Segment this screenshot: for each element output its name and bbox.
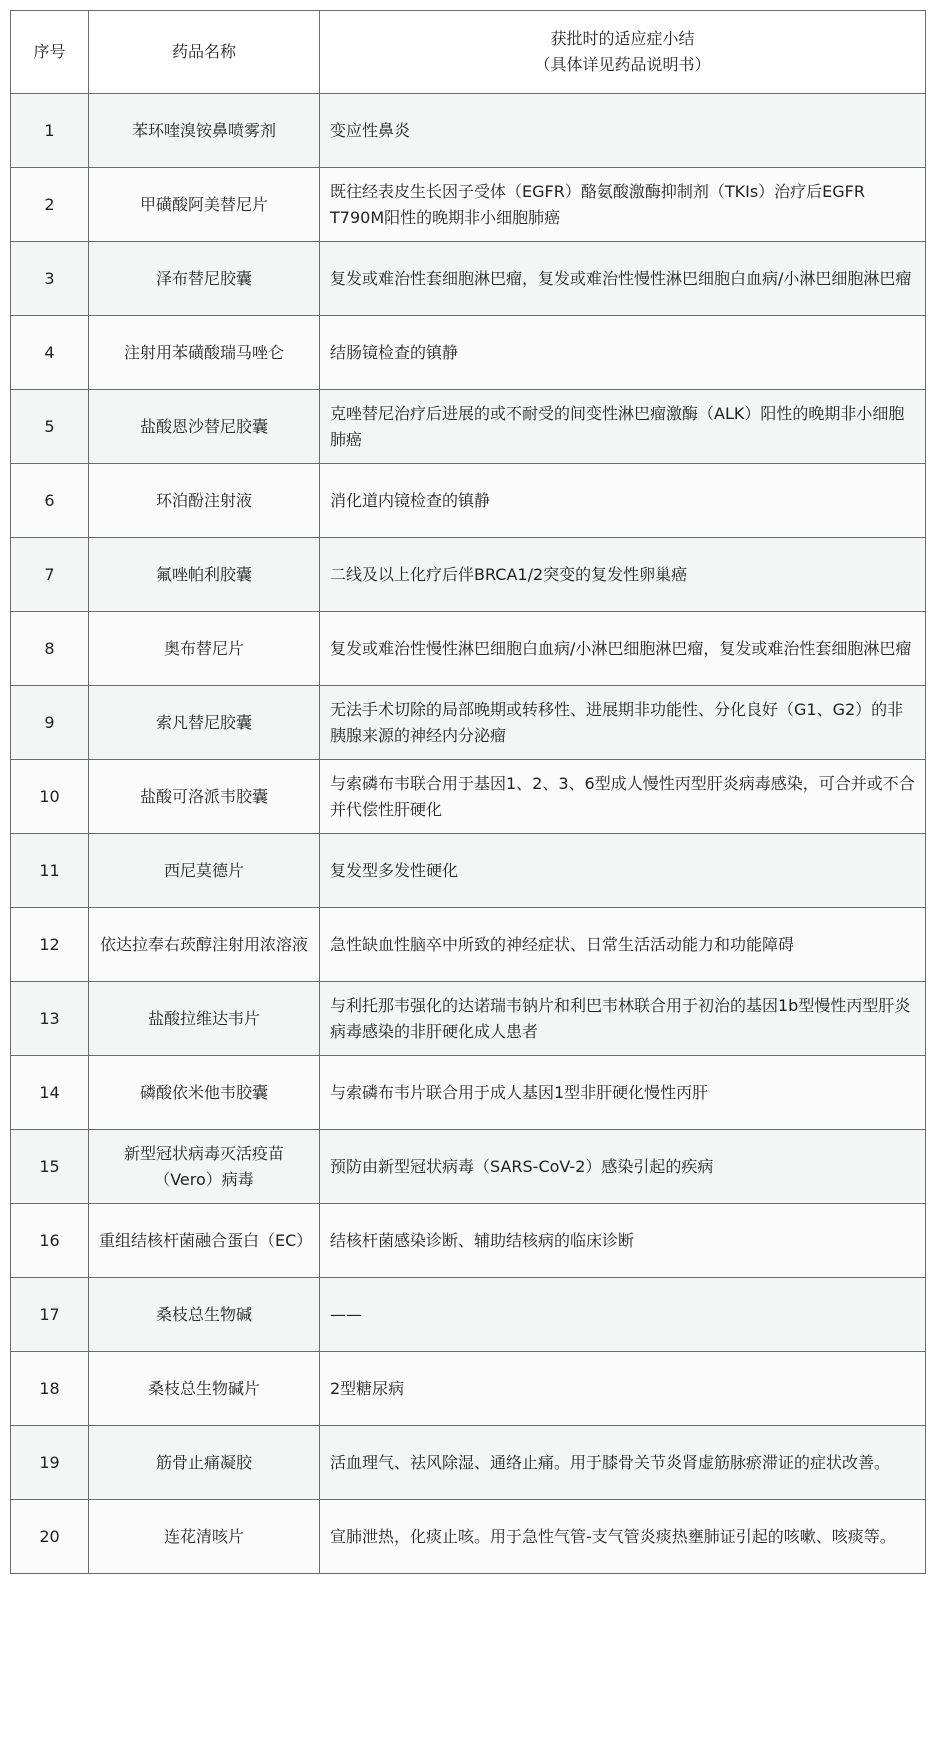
table-row <box>11 834 926 908</box>
row-drug-name: 甲磺酸阿美替尼片 <box>89 168 320 242</box>
header-indication-title: 获批时的适应症小结 <box>550 29 695 48</box>
table-row <box>11 1500 926 1574</box>
row-drug-name: 筋骨止痛凝胶 <box>89 1426 320 1500</box>
table-row <box>11 242 926 316</box>
row-indication: 复发或难治性套细胞淋巴瘤，复发或难治性慢性淋巴细胞白血病/小淋巴细胞淋巴瘤 <box>320 242 926 316</box>
table-row <box>11 538 926 612</box>
table-row <box>11 1056 926 1130</box>
table-row <box>11 1352 926 1426</box>
row-serial-number: 11 <box>11 834 89 908</box>
row-drug-name: 磷酸依米他韦胶囊 <box>89 1056 320 1130</box>
row-serial-number: 5 <box>11 390 89 464</box>
row-indication: 结肠镜检查的镇静 <box>320 316 926 390</box>
row-drug-name: 盐酸恩沙替尼胶囊 <box>89 390 320 464</box>
row-drug-name: 盐酸拉维达韦片 <box>89 982 320 1056</box>
table-row <box>11 1204 926 1278</box>
row-indication: 活血理气、祛风除湿、通络止痛。用于膝骨关节炎肾虚筋脉瘀滞证的症状改善。 <box>320 1426 926 1500</box>
row-drug-name: 环泊酚注射液 <box>89 464 320 538</box>
table-row <box>11 1130 926 1204</box>
table-row <box>11 1426 926 1500</box>
header-indication <box>320 11 926 94</box>
row-serial-number: 13 <box>11 982 89 1056</box>
row-serial-number: 16 <box>11 1204 89 1278</box>
row-drug-name: 西尼莫德片 <box>89 834 320 908</box>
table-row <box>11 686 926 760</box>
row-indication: 既往经表皮生长因子受体（EGFR）酪氨酸激酶抑制剂（TKIs）治疗后EGFR T790M阳性的晚期非小细胞肺癌 <box>320 168 926 242</box>
row-drug-name: 新型冠状病毒灭活疫苗（Vero）病毒 <box>89 1130 320 1204</box>
row-drug-name: 苯环喹溴铵鼻喷雾剂 <box>89 94 320 168</box>
row-serial-number: 18 <box>11 1352 89 1426</box>
row-serial-number: 14 <box>11 1056 89 1130</box>
row-drug-name: 重组结核杆菌融合蛋白（EC） <box>89 1204 320 1278</box>
row-drug-name: 桑枝总生物碱 <box>89 1278 320 1352</box>
header-drug-name: 药品名称 <box>89 11 320 94</box>
row-indication: 与利托那韦强化的达诺瑞韦钠片和利巴韦林联合用于初治的基因1b型慢性丙型肝炎病毒感染的非肝硬化成人患者 <box>320 982 926 1056</box>
row-serial-number: 8 <box>11 612 89 686</box>
row-serial-number: 9 <box>11 686 89 760</box>
table-row <box>11 982 926 1056</box>
row-indication: 结核杆菌感染诊断、辅助结核病的临床诊断 <box>320 1204 926 1278</box>
row-drug-name: 索凡替尼胶囊 <box>89 686 320 760</box>
row-serial-number: 20 <box>11 1500 89 1574</box>
row-serial-number: 7 <box>11 538 89 612</box>
row-indication: 克唑替尼治疗后进展的或不耐受的间变性淋巴瘤激酶（ALK）阳性的晚期非小细胞肺癌 <box>320 390 926 464</box>
table-row <box>11 390 926 464</box>
row-serial-number: 17 <box>11 1278 89 1352</box>
row-drug-name: 盐酸可洛派韦胶囊 <box>89 760 320 834</box>
row-indication: 消化道内镜检查的镇静 <box>320 464 926 538</box>
table-header <box>11 11 926 94</box>
row-indication: 二线及以上化疗后伴BRCA1/2突变的复发性卵巢癌 <box>320 538 926 612</box>
row-indication: —— <box>320 1278 926 1352</box>
row-indication: 变应性鼻炎 <box>320 94 926 168</box>
row-indication: 复发型多发性硬化 <box>320 834 926 908</box>
row-serial-number: 19 <box>11 1426 89 1500</box>
drug-approval-table <box>10 10 926 1574</box>
row-serial-number: 6 <box>11 464 89 538</box>
table-row <box>11 94 926 168</box>
row-indication: 2型糖尿病 <box>320 1352 926 1426</box>
row-indication: 宣肺泄热，化痰止咳。用于急性气管-支气管炎痰热壅肺证引起的咳嗽、咳痰等。 <box>320 1500 926 1574</box>
row-drug-name: 奥布替尼片 <box>89 612 320 686</box>
row-serial-number: 1 <box>11 94 89 168</box>
table-row <box>11 464 926 538</box>
header-serial-number: 序号 <box>11 11 89 94</box>
row-drug-name: 泽布替尼胶囊 <box>89 242 320 316</box>
row-drug-name: 连花清咳片 <box>89 1500 320 1574</box>
row-serial-number: 4 <box>11 316 89 390</box>
row-serial-number: 12 <box>11 908 89 982</box>
row-serial-number: 15 <box>11 1130 89 1204</box>
table-row <box>11 316 926 390</box>
row-drug-name: 桑枝总生物碱片 <box>89 1352 320 1426</box>
table-row <box>11 760 926 834</box>
row-drug-name: 氟唑帕利胶囊 <box>89 538 320 612</box>
header-indication-note: （具体详见药品说明书） <box>534 55 711 74</box>
table-row <box>11 908 926 982</box>
row-serial-number: 3 <box>11 242 89 316</box>
row-serial-number: 10 <box>11 760 89 834</box>
table-row <box>11 612 926 686</box>
table-row <box>11 168 926 242</box>
row-serial-number: 2 <box>11 168 89 242</box>
row-indication: 复发或难治性慢性淋巴细胞白血病/小淋巴细胞淋巴瘤，复发或难治性套细胞淋巴瘤 <box>320 612 926 686</box>
table-row <box>11 1278 926 1352</box>
header-row <box>11 11 926 94</box>
row-drug-name: 注射用苯磺酸瑞马唑仑 <box>89 316 320 390</box>
table-body <box>11 94 926 1574</box>
row-indication: 与索磷布韦联合用于基因1、2、3、6型成人慢性丙型肝炎病毒感染，可合并或不合并代偿性肝硬化 <box>320 760 926 834</box>
row-indication: 与索磷布韦片联合用于成人基因1型非肝硬化慢性丙肝 <box>320 1056 926 1130</box>
row-drug-name: 依达拉奉右莰醇注射用浓溶液 <box>89 908 320 982</box>
row-indication: 急性缺血性脑卒中所致的神经症状、日常生活活动能力和功能障碍 <box>320 908 926 982</box>
row-indication: 预防由新型冠状病毒（SARS-CoV-2）感染引起的疾病 <box>320 1130 926 1204</box>
row-indication: 无法手术切除的局部晚期或转移性、进展期非功能性、分化良好（G1、G2）的非胰腺来源的神经内分泌瘤 <box>320 686 926 760</box>
